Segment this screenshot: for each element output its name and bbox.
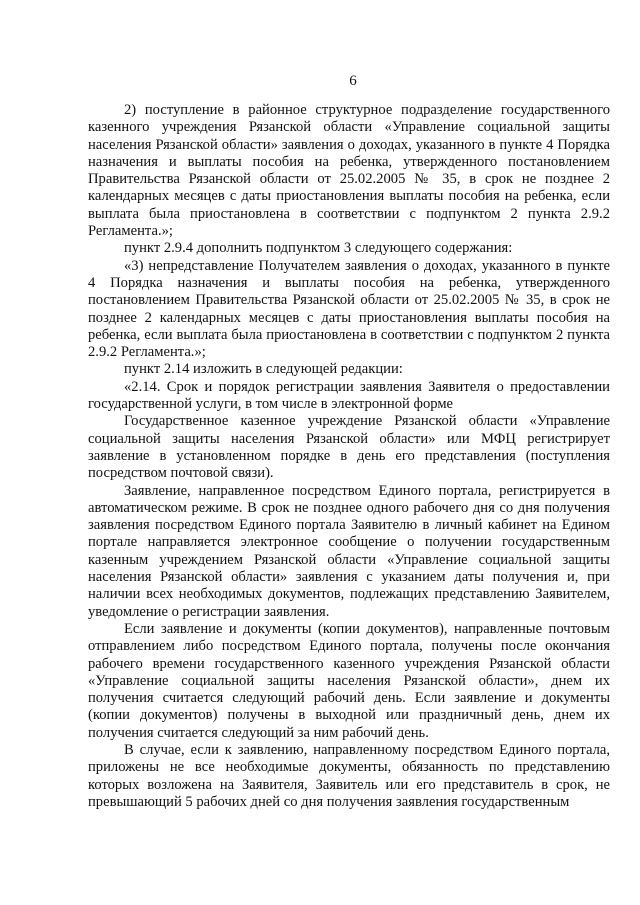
paragraph-subitem-3: «3) непредставление Получателем заявления о доходах, указанного в пункте 4 Порядка назначения и выплаты пособия на ребенка, утвержденного постановлением Правительства Рязанской области от 25.02.2005 № 35, в срок не позднее 2 календарных месяцев с даты приостановления выплаты пособия на ребенка, если выплата была приостановлена в соответствии с подпунктом 2 пункта 2.9.2 Регламента.»;	[88, 257, 610, 361]
paragraph-portal-registration: Заявление, направленное посредством Единого портала, регистрируется в автоматическом режиме. В срок не позднее одного рабочего дня со дня получения заявления посредством Единого портала Заявителю в личный кабинет на Едином портале направляется электронное сообщение о получении государственным казенным учреждением Рязанской области «Управление социальной защиты населения Рязанской области» заявления с указанием даты получения и, при наличии всех необходимых документов, подлежащих представлению Заявителем, уведомление о регистрации заявления.	[88, 482, 610, 620]
paragraph-item-2-receipt: 2) поступление в районное структурное подразделение государственного казенного учреждения Рязанской области «Управление социальной защиты населения Рязанской области» заявления о доходах, указанного в пункте 4 Порядка назначения и выплаты пособия на ребенка, утвержденного постановлением Правительства Рязанской области от 25.02.2005 № 35, в срок не позднее 2 календарных месяцев с даты приостановления выплаты пособия на ребенка, если выплата была приостановлена в соответствии с подпунктом 2 пункта 2.9.2 Регламента.»;	[88, 102, 610, 240]
paragraph-registration: Государственное казенное учреждение Рязанской области «Управление социальной защиты населения Рязанской области» или МФЦ регистрирует заявление в установленном порядке в день его представления (поступления посредством почтовой связи).	[88, 413, 610, 482]
paragraph-after-hours: Если заявление и документы (копии документов), направленные почтовым отправлением либо посредством Единого портала, получены после окончания рабочего времени государственного казенного учреждения Рязанской области «Управление социальной защиты населения Рязанской области», днем их получения считается следующий рабочий день. Если заявление и документы (копии документов) получены в выходной или праздничный день, днем их получения считается следующий за ним рабочий день.	[88, 620, 610, 741]
paragraph-missing-documents: В случае, если к заявлению, направленному посредством Единого портала, приложены не все необходимые документы, обязанность по представлению которых возложена на Заявителя, Заявитель или его представитель в срок, не превышающий 5 рабочих дней со дня получения заявления государственным	[88, 741, 610, 810]
paragraph-amend-2-9-4: пункт 2.9.4 дополнить подпунктом 3 следующего содержания:	[124, 240, 513, 257]
page-number: 6	[349, 73, 357, 89]
paragraph-amend-2-14: пункт 2.14 изложить в следующей редакции:	[124, 361, 403, 378]
paragraph-section-2-14-title: «2.14. Срок и порядок регистрации заявления Заявителя о предоставлении государственной услуги, в том числе в электронной форме	[88, 378, 610, 413]
